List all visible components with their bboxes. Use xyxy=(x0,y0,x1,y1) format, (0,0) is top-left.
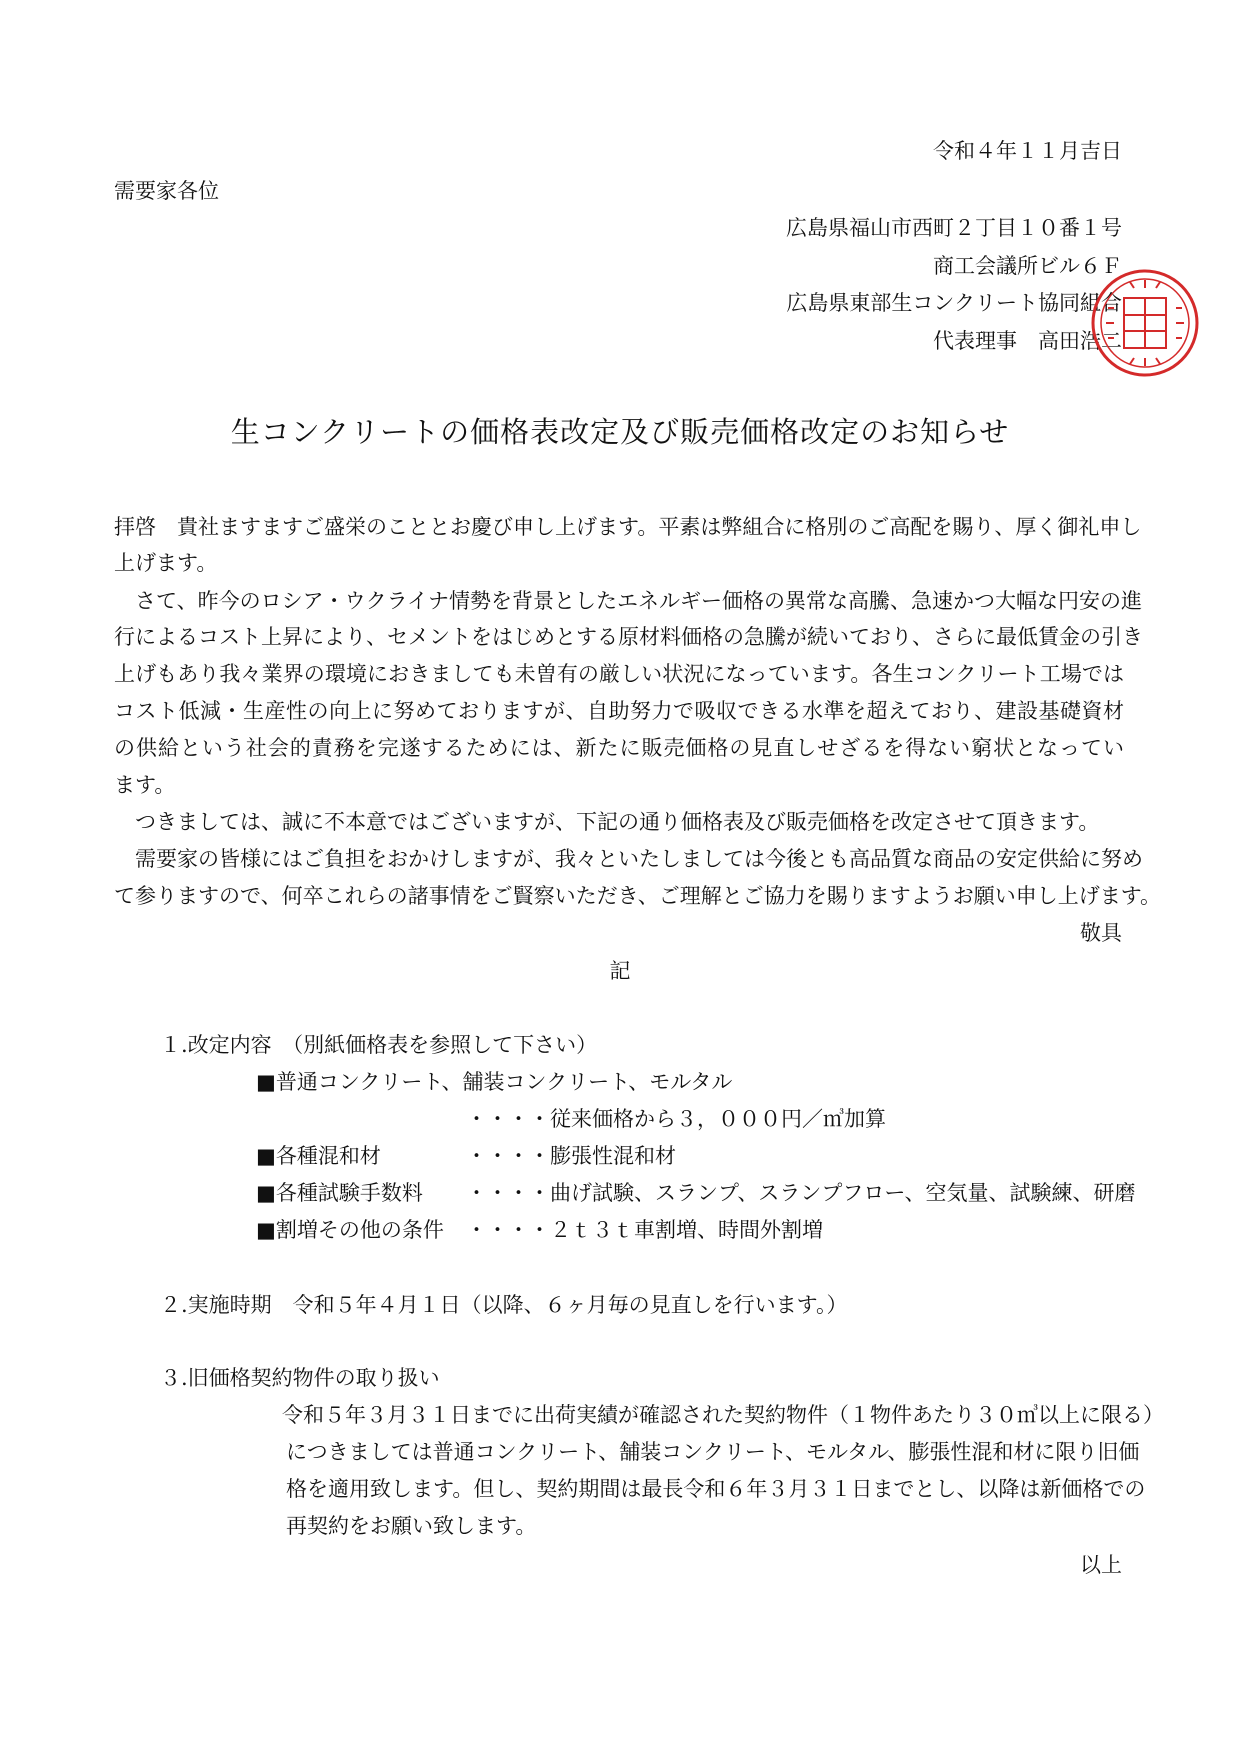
company-seal-stamp xyxy=(1090,268,1200,378)
closing-keigu: 敬具 xyxy=(1080,921,1122,945)
revision-item-label: ■各種混和材 xyxy=(256,1144,381,1168)
sender-representative: 代表理事 高田浩二 xyxy=(933,329,1122,353)
body-line: つきましては、誠に不本意ではございますが、下記の通り価格表及び販売価格を改定させて頂きます。 xyxy=(114,810,1100,834)
document-title: 生コンクリートの価格表改定及び販売価格改定のお知らせ xyxy=(230,415,1010,449)
section3-line: 再契約をお願い致します。 xyxy=(286,1514,537,1538)
document-date: 令和４年１１月吉日 xyxy=(933,139,1122,163)
revision-item-detail: ・・・・曲げ試験、スランプ、スランプフロー、空気量、試験練、研磨 xyxy=(466,1181,1136,1205)
section1-heading: １.改定内容 （別紙価格表を参照して下さい） xyxy=(160,1033,598,1057)
addressee: 需要家各位 xyxy=(114,179,219,203)
body-line: 拝啓 貴社ますますご盛栄のこととお慶び申し上げます。平素は弊組合に格別のご高配を賜り、厚く御礼申し xyxy=(114,515,1142,539)
sender-building: 商工会議所ビル６Ｆ xyxy=(933,254,1122,278)
body-line: 需要家の皆様にはご負担をおかけしますが、我々といたしましては今後とも高品質な商品の安定供給に努め xyxy=(114,847,1143,871)
body-line: 上げます。 xyxy=(114,551,218,575)
section3-heading: ３.旧価格契約物件の取り扱い xyxy=(160,1366,440,1390)
sender-organization: 広島県東部生コンクリート協同組合 xyxy=(786,291,1122,315)
ki-marker: 記 xyxy=(609,959,631,983)
revision-item-label: ■普通コンクリート、舗装コンクリート、モルタル xyxy=(256,1070,733,1094)
section3-line: 令和５年３月３１日までに出荷実績が確認された契約物件（１物件あたり３０㎥以上に限る） xyxy=(282,1403,1164,1427)
body-line: コスト低減・生産性の向上に努めておりますが、自助努力で吸収できる水準を超えており、建設基礎資材 xyxy=(114,699,1124,723)
body-line: 上げもあり我々業界の環境におきましても未曽有の厳しい状況になっています。各生コンクリート工場では xyxy=(114,662,1124,686)
end-ijou: 以上 xyxy=(1080,1553,1122,1577)
revision-item-label: ■各種試験手数料 xyxy=(256,1181,423,1205)
revision-item-detail: ・・・・膨張性混和材 xyxy=(466,1144,676,1168)
section3-line: 格を適用致します。但し、契約期間は最長令和６年３月３１日までとし、以降は新価格での xyxy=(286,1477,1146,1501)
body-line: ます。 xyxy=(114,773,176,797)
body-line: の供給という社会的責務を完遂するためには、新たに販売価格の見直しせざるを得ない窮状となってい xyxy=(114,736,1124,760)
section2-heading: ２.実施時期 令和５年４月１日（以降、６ヶ月毎の見直しを行います。） xyxy=(160,1293,848,1317)
section3-line: につきましては普通コンクリート、舗装コンクリート、モルタル、膨張性混和材に限り旧価 xyxy=(286,1440,1140,1464)
body-line: さて、昨今のロシア・ウクライナ情勢を背景としたエネルギー価格の異常な高騰、急速かつ大幅な円安の進 xyxy=(114,589,1142,613)
body-line: て参りますので、何卒これらの諸事情をご賢察いただき、ご理解とご協力を賜りますようお願い申し上げます。 xyxy=(114,884,1162,908)
revision-item-detail: ・・・・従来価格から３，０００円／㎥加算 xyxy=(466,1107,886,1131)
body-line: 行によるコスト上昇により、セメントをはじめとする原材料価格の急騰が続いており、さらに最低賃金の引き xyxy=(114,625,1143,649)
revision-item-detail: ・・・・２ｔ３ｔ車割増、時間外割増 xyxy=(466,1218,823,1242)
sender-address: 広島県福山市西町２丁目１０番１号 xyxy=(786,216,1122,240)
revision-item-label: ■割増その他の条件 xyxy=(256,1218,444,1242)
